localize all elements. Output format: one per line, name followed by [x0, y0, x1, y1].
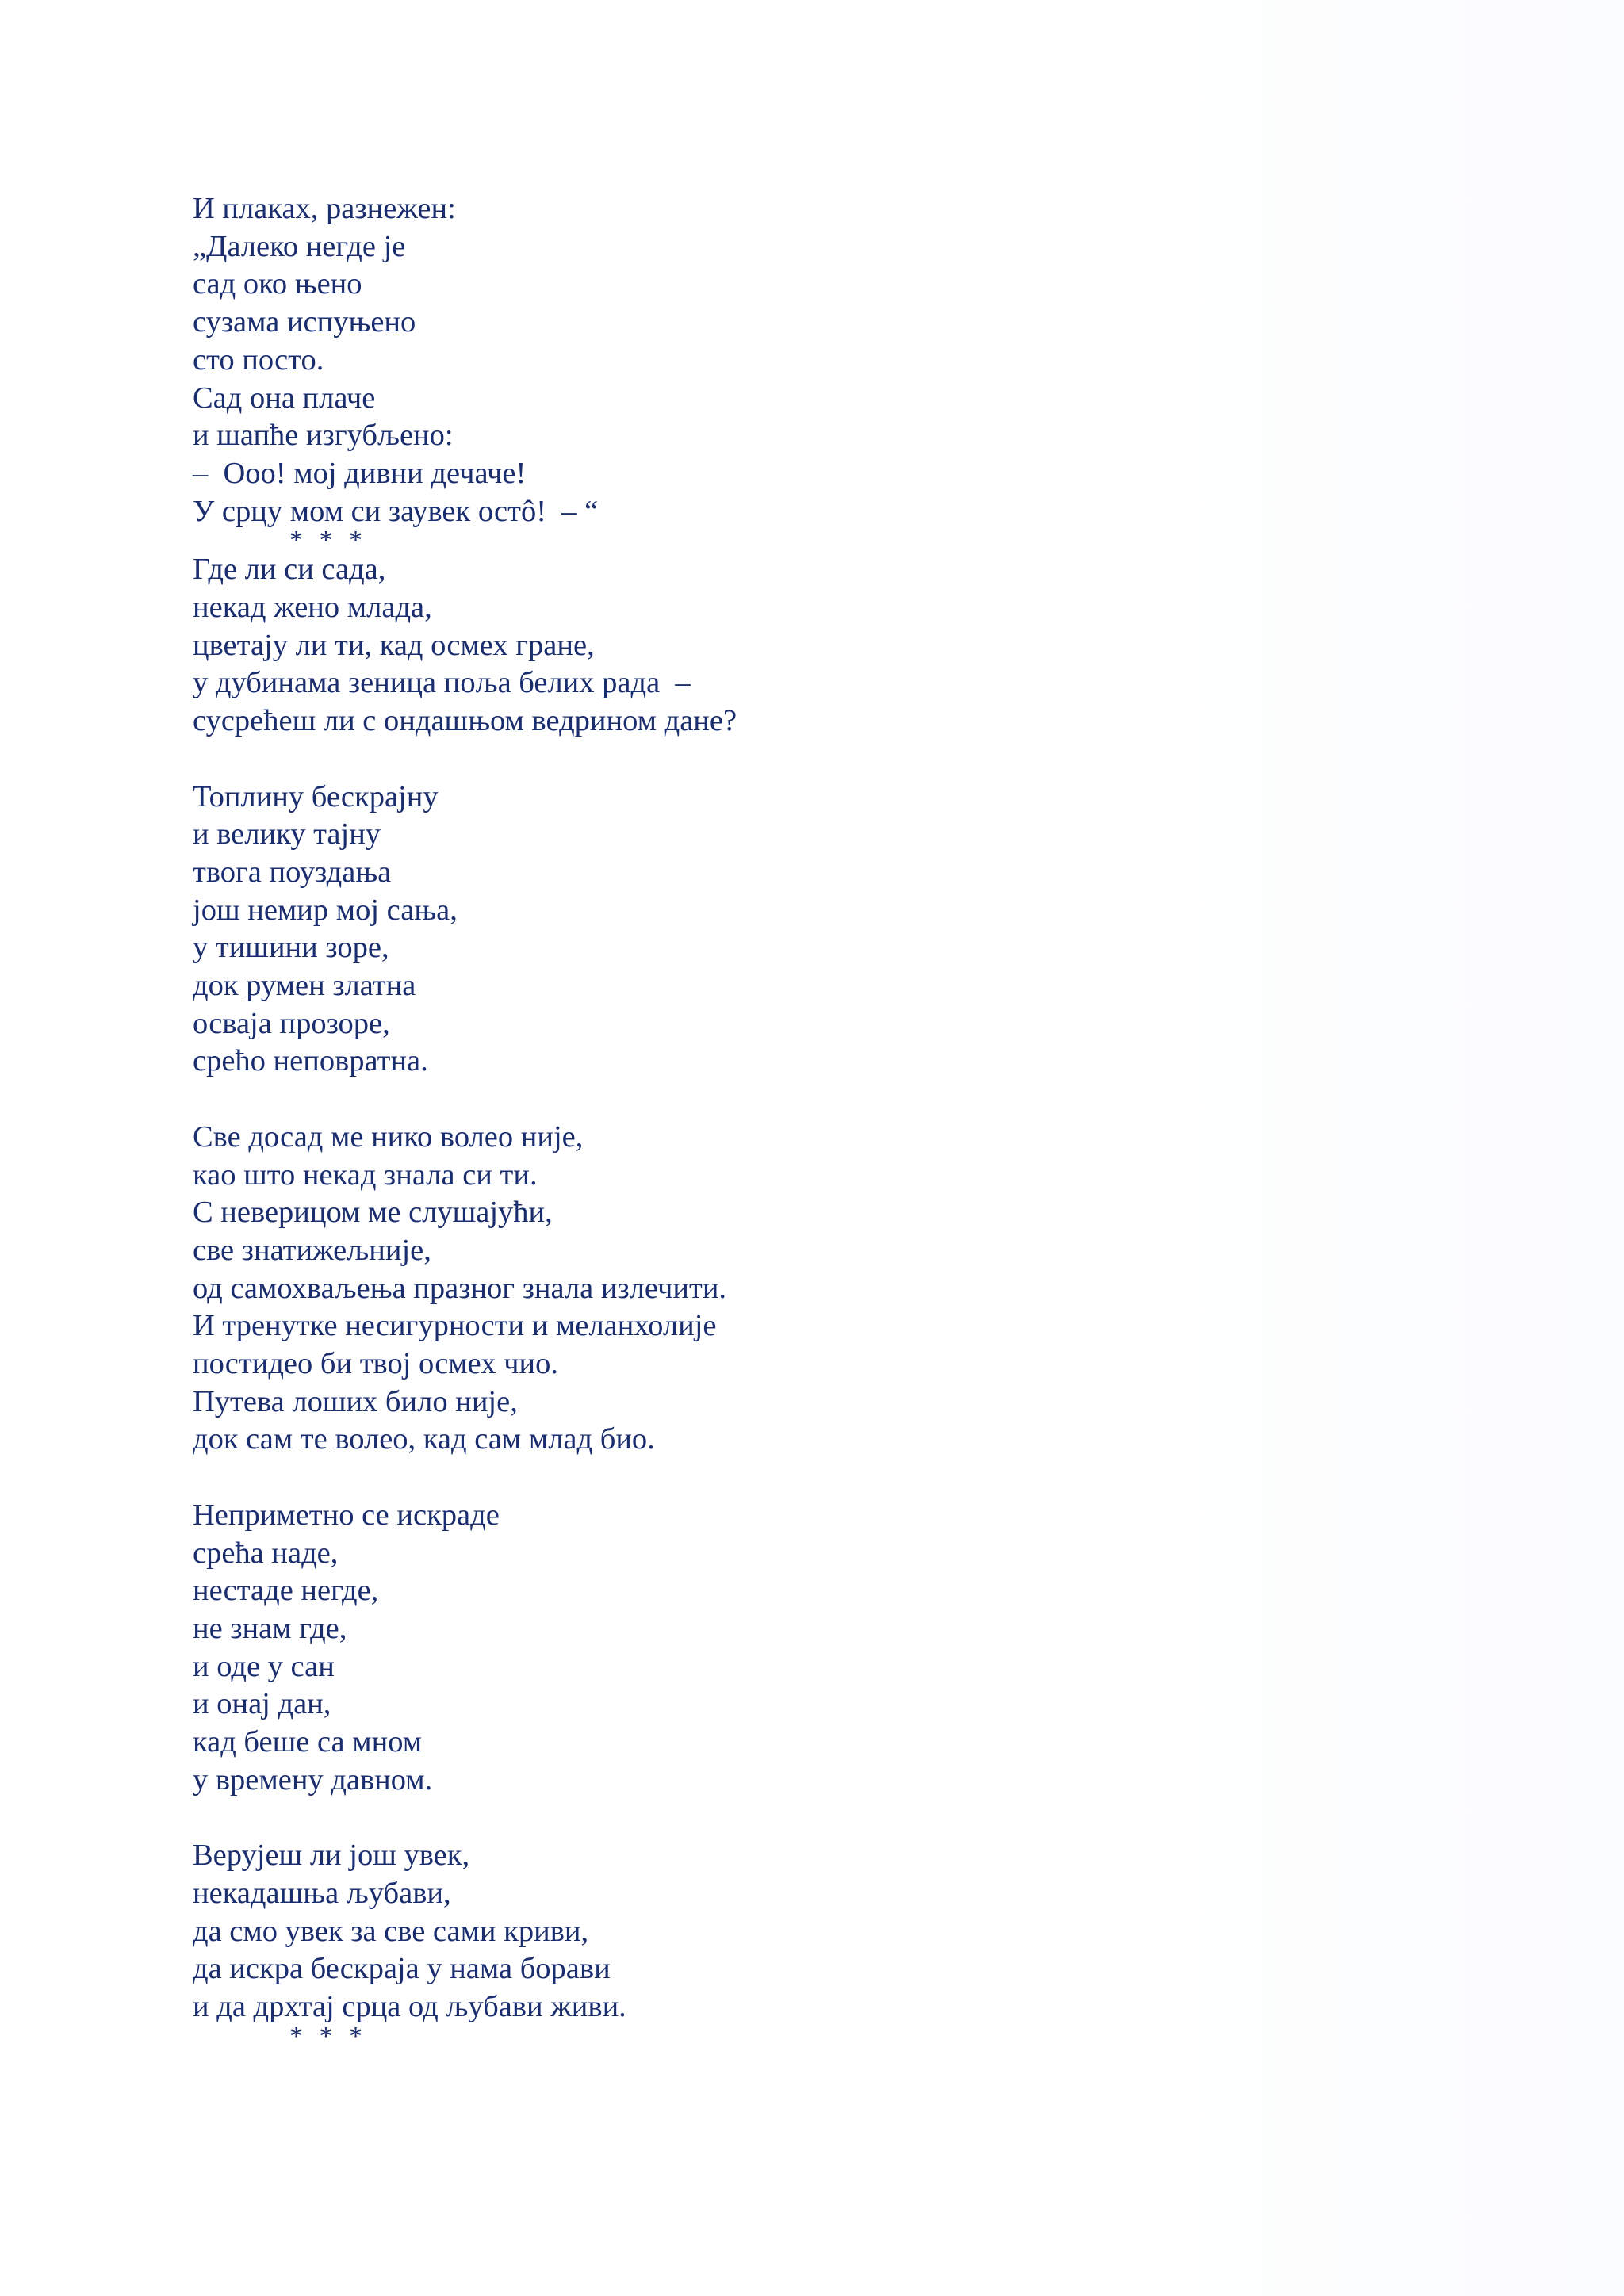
poem-line: као што некад знала си ти. — [193, 1158, 538, 1192]
stanza-gap — [193, 740, 1461, 779]
poem-line: „Далеко негде је — [193, 229, 406, 263]
poem-line: постидео би твој осмех чио. — [193, 1347, 558, 1381]
poem-line: Верујеш ли још увек, — [193, 1839, 470, 1873]
section-separator: * * * — [289, 526, 367, 556]
poem-line: у тишини зоре, — [193, 931, 389, 965]
poem-line: срећа наде, — [193, 1536, 339, 1570]
poem-line: срећо неповратна. — [193, 1044, 428, 1078]
poem-line: некад жено млада, — [193, 591, 432, 625]
poem-line: И плаках, разнежен: — [193, 192, 456, 225]
poem-line: Топлину бескрајну — [193, 779, 439, 813]
poem-line: Где ли си сада, — [193, 553, 386, 587]
stanza-2 — [193, 551, 1461, 740]
stanza-gap — [193, 1081, 1461, 1119]
poem-line: у времену давном. — [193, 1762, 433, 1797]
stanza-gap — [193, 1799, 1461, 1837]
poem-line: И тренутке несигурности и меланхолије — [193, 1309, 717, 1343]
poem-line: још немир мој сања, — [193, 893, 458, 927]
poem-line: и велику тајну — [193, 817, 381, 851]
poem-line: и шапће изгубљено: — [193, 419, 454, 453]
poem-line: и онај дан, — [193, 1687, 331, 1721]
poem-line: све знатижељније, — [193, 1233, 431, 1267]
poem-line: не знам где, — [193, 1611, 347, 1645]
poem-line: осваја прозоре, — [193, 1006, 390, 1040]
poem-line: да искра бескраја у нама борави — [193, 1952, 611, 1986]
stanza-1 — [193, 190, 1461, 530]
poem-line: – Ооо! мој дивни дечаче! — [193, 456, 527, 490]
stanza-4 — [193, 1119, 1461, 1459]
poem-line: и да дрхтај срца од љубави живи. — [193, 1989, 626, 2023]
poem-line: док сам те волео, кад сам млад био. — [193, 1422, 655, 1456]
poem-line: Путева лоших било није, — [193, 1384, 518, 1418]
poem-line: сад око њено — [193, 267, 362, 301]
poem-line: док румен златна — [193, 969, 416, 1003]
poem-line: сусрећеш ли с ондашњом ведрином дане? — [193, 704, 737, 738]
poem-line: цветају ли ти, кад осмех гране, — [193, 628, 595, 662]
poem-line: У срцу мом си заувек остô! – “ — [193, 494, 599, 528]
poem-line: сузама испуњено — [193, 305, 416, 339]
poem-line: сто посто. — [193, 342, 324, 377]
poem-line: некадашња љубави, — [193, 1876, 451, 1910]
poem-line: Неприметно се искраде — [193, 1498, 500, 1532]
poem-line: у дубинама зеница поља белих рада – — [193, 666, 691, 700]
poem-line: и оде у сан — [193, 1649, 335, 1683]
poem-line: Све досад ме нико волео није, — [193, 1119, 584, 1154]
stanza-3 — [193, 779, 1461, 1081]
poem-line: С неверицом ме слушајући, — [193, 1196, 553, 1230]
poem-line: твога поуздања — [193, 855, 392, 889]
stanza-5 — [193, 1497, 1461, 1800]
stanza-6 — [193, 1837, 1461, 2026]
poem-line: нестаде негде, — [193, 1574, 379, 1608]
poem-line: кад беше са мном — [193, 1725, 423, 1759]
poem-body — [193, 190, 1461, 2051]
poem-line: од самохваљења празног знала излечити. — [193, 1271, 727, 1305]
section-separator: * * * — [289, 2021, 367, 2051]
stanza-gap — [193, 1459, 1461, 1497]
poem-line: Сад она плаче — [193, 381, 376, 415]
poem-line: да смо увек за све сами криви, — [193, 1914, 589, 1948]
